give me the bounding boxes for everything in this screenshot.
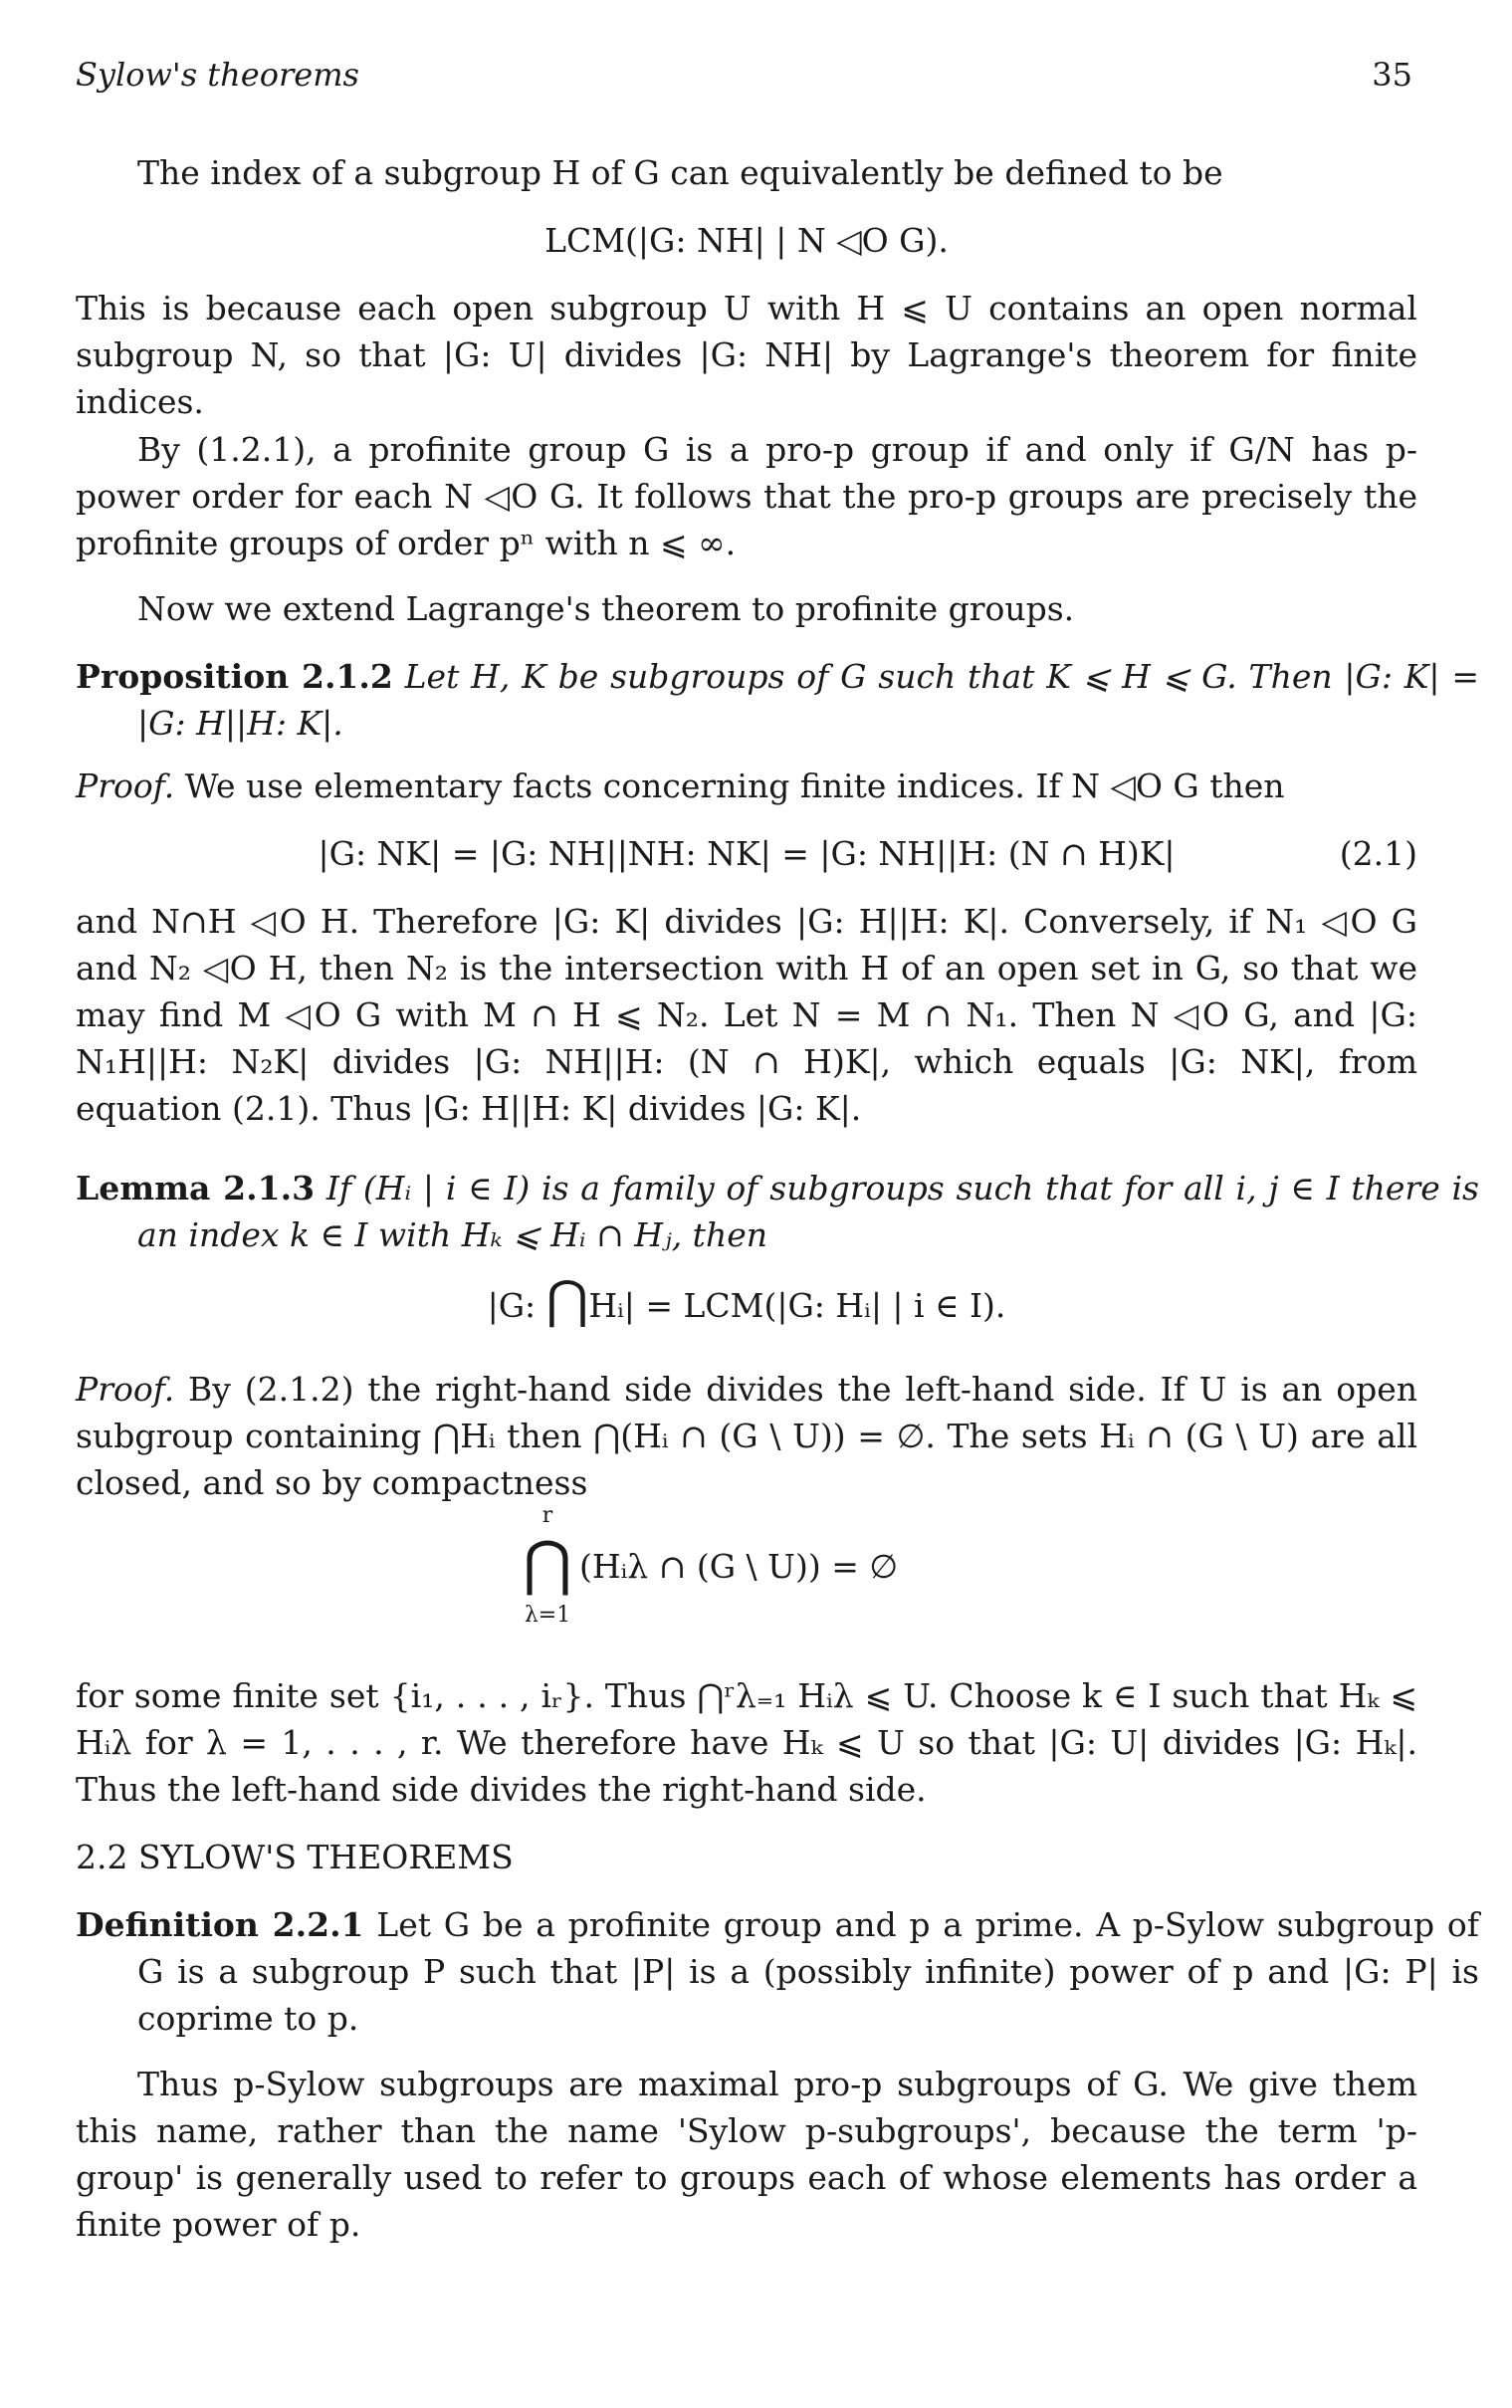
definition-2-2-1 — [76, 1901, 1479, 2042]
big-intersection-symbol: ⋂ — [523, 1529, 572, 1599]
section-heading: 2.2 SYLOW'S THEOREMS — [76, 1838, 514, 1876]
running-head-title: Sylow's theorems — [76, 56, 359, 94]
proof-proposition-start — [76, 763, 1417, 809]
proposition-label: Proposition 2.1.2 — [76, 657, 393, 696]
proof-label-2: Proof. — [76, 1370, 175, 1409]
paragraph-finite-set: for some finite set {i₁, . . . , iᵣ}. Thus ⋂ʳλ₌₁ Hᵢλ ⩽ U. Choose k ∈ I such that Hₖ ⩽ Hᵢλ for λ = 1, . . . , r. We therefore have Hₖ ⩽ U so that |G: U| divides |G: Hₖ|. Thus the left-hand side divides the right-hand side. — [76, 1676, 1417, 1809]
equation-intersection-index — [76, 1270, 1417, 1330]
equation-lcm-index: LCM(|G: NH| | N ◁O G). — [544, 221, 949, 260]
compactness-formula: (Hᵢλ ∩ (G \ U)) = ∅ — [579, 1547, 899, 1586]
equation-intersection-left: |G: — [487, 1286, 546, 1325]
paragraph-open-subgroup: This is because each open subgroup U with H ⩽ U contains an open normal subgroup N, so that |G: U| divides |G: NH| by Lagrange's theorem for finite indices. — [76, 289, 1417, 421]
paragraph-index-definition: The index of a subgroup H of G can equivalently be defined to be — [137, 153, 1223, 192]
proof-label: Proof. — [76, 766, 175, 805]
equation-compactness — [518, 1503, 1115, 1652]
proposition-2-1-2 — [76, 653, 1479, 747]
equation-2-1 — [76, 830, 1417, 877]
intersection-symbol: ⋂ — [545, 1270, 589, 1330]
proposition-statement: Let H, K be subgroups of G such that K ⩽ H ⩽ G. Then |G: K| = |G: H||H: K|. — [137, 657, 1479, 743]
page-number: 35 — [1372, 56, 1412, 94]
equation-tag: (2.1) — [1339, 834, 1417, 873]
intersection-lower-limit: λ=1 — [524, 1603, 571, 1628]
proof-lemma — [76, 1366, 1417, 1506]
definition-text: Let G be a profinite group and p a prime. A p-Sylow subgroup of G is a subgroup P such that |P| is a (possibly infinite) power of p and |G: P| is coprime to p. — [137, 1905, 1479, 2038]
definition-label: Definition 2.2.1 — [76, 1905, 364, 1944]
paragraph-extend-lagrange: Now we extend Lagrange's theorem to profinite groups. — [137, 589, 1075, 628]
equation-intersection-right: Hᵢ| = LCM(|G: Hᵢ| | i ∈ I). — [588, 1286, 1006, 1325]
lemma-statement: If (Hᵢ | i ∈ I) is a family of subgroups such that for all i, j ∈ I there is an index k ∈ I with Hₖ ⩽ Hᵢ ∩ Hⱼ, then — [137, 1169, 1479, 1254]
paragraph-pro-p-groups: By (1.2.1), a profinite group G is a pro-p group if and only if G/N has p-power order for each N ◁O G. It follows that the pro-p groups are precisely the profinite groups of order pⁿ with n ⩽ ∞. — [76, 430, 1417, 562]
proof-text-2: By (2.1.2) the right-hand side divides the left-hand side. If U is an open subgroup containing ⋂Hᵢ then ⋂(Hᵢ ∩ (G \ U)) = ∅. The sets Hᵢ ∩ (G \ U) are all closed, and so by compactness — [76, 1370, 1417, 1502]
paragraph-proof-continued: and N∩H ◁O H. Therefore |G: K| divides |G: H||H: K|. Conversely, if N₁ ◁O G and N₂ ◁O H, then N₂ is the intersection with H of an open set in G, so that we may find M ◁O G with M ∩ H ⩽ N₂. Let N = M ∩ N₁. Then N ◁O G, and |G: N₁H||H: N₂K| divides |G: NH||H: (N ∩ H)K|, which equals |G: NK|, from equation (2.1). Thus |G: H||H: K| divides |G: K|. — [76, 902, 1417, 1128]
lemma-2-1-3 — [76, 1165, 1479, 1258]
equation-2-1-formula: |G: NK| = |G: NH||NH: NK| = |G: NH||H: (N ∩ H)K| — [318, 834, 1176, 873]
paragraph-sylow-naming: Thus p-Sylow subgroups are maximal pro-p subgroups of G. We give them this name, rather than the name 'Sylow p-subgroups', because the term 'p-group' is generally used to refer to groups each of whose elements has order a finite power of p. — [76, 2065, 1417, 2244]
proof-text: We use elementary facts concerning finite indices. If N ◁O G then — [184, 766, 1285, 805]
intersection-upper-limit: r — [541, 1503, 553, 1528]
lemma-label: Lemma 2.1.3 — [76, 1169, 316, 1207]
